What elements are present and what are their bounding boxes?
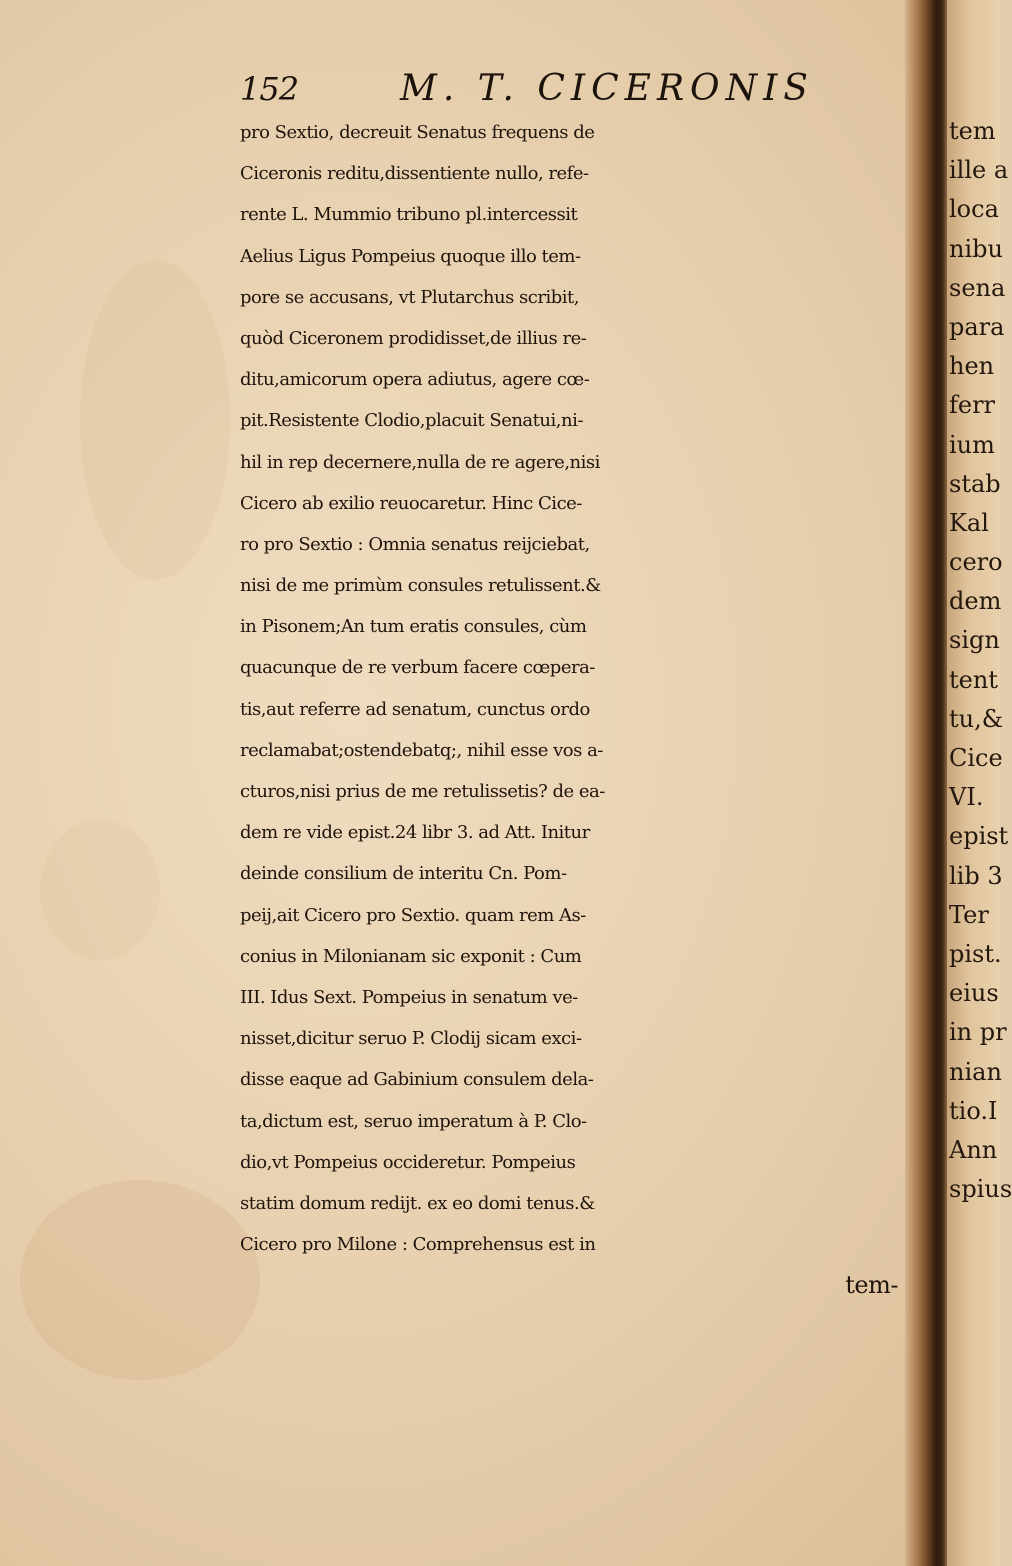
- right-page-fragment: tio.I: [949, 1096, 998, 1125]
- right-page-fragment: pist.: [949, 939, 1002, 968]
- text-line: Aelius Ligus Pompeius quoque illo tem-: [240, 245, 581, 267]
- right-page-fragment: eius: [949, 979, 999, 1008]
- text-line: Cicero pro Milone : Comprehensus est in: [240, 1234, 596, 1256]
- text-line: disse eaque ad Gabinium consulem dela-: [240, 1069, 594, 1091]
- text-line: quòd Ciceronem prodidisset,de illius re-: [240, 327, 587, 349]
- main-text-block: [240, 112, 910, 1306]
- text-line: statim domum redijt. ex eo domi tenus.&: [240, 1192, 595, 1214]
- text-line: reclamabat;ostendebatq;, nihil esse vos a-: [240, 739, 603, 761]
- text-line: Ciceronis reditu,dissentiente nullo, refe-: [240, 163, 589, 185]
- catchword: tem-: [845, 1271, 898, 1300]
- right-page-fragment: nian: [949, 1057, 1002, 1086]
- text-line: ditu,amicorum opera adiutus, agere cœ-: [240, 369, 590, 391]
- right-page-fragment: tent: [949, 665, 998, 694]
- right-page-fragment: lib 3: [949, 861, 1003, 890]
- paper-stain: [20, 1180, 260, 1380]
- book-spine-gutter: [905, 0, 947, 1566]
- text-line: dem re vide epist.24 libr 3. ad Att. Initur: [240, 822, 590, 844]
- right-page-fragment: epist: [949, 822, 1009, 851]
- running-header: [240, 68, 900, 108]
- text-line: III. Idus Sext. Pompeius in senatum ve-: [240, 986, 578, 1008]
- text-line: pore se accusans, vt Plutarchus scribit,: [240, 286, 579, 308]
- text-line: tis,aut referre ad senatum, cunctus ordo: [240, 698, 590, 720]
- right-page-fragment: spius: [949, 1175, 1012, 1204]
- text-line: conius in Milonianam sic exponit : Cum: [240, 945, 582, 967]
- right-page-fragment: dem: [949, 587, 1002, 616]
- right-page-fragment: loca: [949, 195, 999, 224]
- right-page-fragment: tu,&: [949, 704, 1004, 733]
- text-line: ta,dictum est, seruo imperatum à P. Clo-: [240, 1110, 587, 1132]
- right-page-fragment: Ann: [949, 1135, 998, 1164]
- right-page-fragment: ferr: [949, 391, 996, 420]
- text-line: nisi de me primùm consules retulissent.&: [240, 575, 601, 597]
- right-page-fragment: cero: [949, 548, 1003, 577]
- right-page-fragment: in pr: [949, 1018, 1007, 1047]
- right-page-fragment: tem: [949, 117, 996, 145]
- right-page-fragment: stab: [949, 469, 1001, 498]
- text-line: pro Sextio, decreuit Senatus frequens de: [240, 122, 595, 143]
- paper-stain: [40, 820, 160, 960]
- right-page-fragment: nibu: [949, 234, 1003, 263]
- running-title: M. T. CICERONIS: [400, 68, 814, 109]
- right-page-fragment: Cice: [949, 744, 1003, 772]
- right-page-fragment: ium: [949, 430, 995, 459]
- right-page-fragment: ille a: [949, 156, 1009, 185]
- text-line: deinde consilium de interitu Cn. Pom-: [240, 863, 567, 885]
- right-page-text-fragments: [949, 112, 1012, 1209]
- paper-stain: [80, 260, 230, 580]
- text-line: peij,ait Cicero pro Sextio. quam rem As-: [240, 904, 586, 926]
- right-page-fragment: Kal: [949, 508, 989, 537]
- text-line: Cicero ab exilio reuocaretur. Hinc Cice-: [240, 492, 582, 514]
- text-line: pit.Resistente Clodio,placuit Senatui,ni-: [240, 410, 583, 432]
- right-page-fragment: sena: [949, 273, 1006, 302]
- text-line: ro pro Sextio : Omnia senatus reijciebat,: [240, 533, 590, 555]
- text-line: dio,vt Pompeius occideretur. Pompeius: [240, 1151, 576, 1173]
- right-page-fragment: hen: [949, 352, 995, 381]
- right-page-fragment: Ter: [949, 900, 989, 929]
- text-line: quacunque de re verbum facere cœpera-: [240, 657, 595, 679]
- text-line: in Pisonem;An tum eratis consules, cùm: [240, 616, 587, 638]
- right-page-fragment: para: [949, 312, 1005, 341]
- right-page-fragment: sign: [949, 626, 1000, 655]
- right-page-fragment: VI.: [949, 783, 984, 812]
- text-line: hil in rep decernere,nulla de re agere,nisi: [240, 451, 600, 473]
- text-line: cturos,nisi prius de me retulissetis? de ea-: [240, 781, 605, 802]
- text-line: nisset,dicitur seruo P. Clodij sicam exci-: [240, 1028, 582, 1050]
- text-line: rente L. Mummio tribuno pl.intercessit: [240, 204, 578, 226]
- page-number: 152: [240, 70, 299, 108]
